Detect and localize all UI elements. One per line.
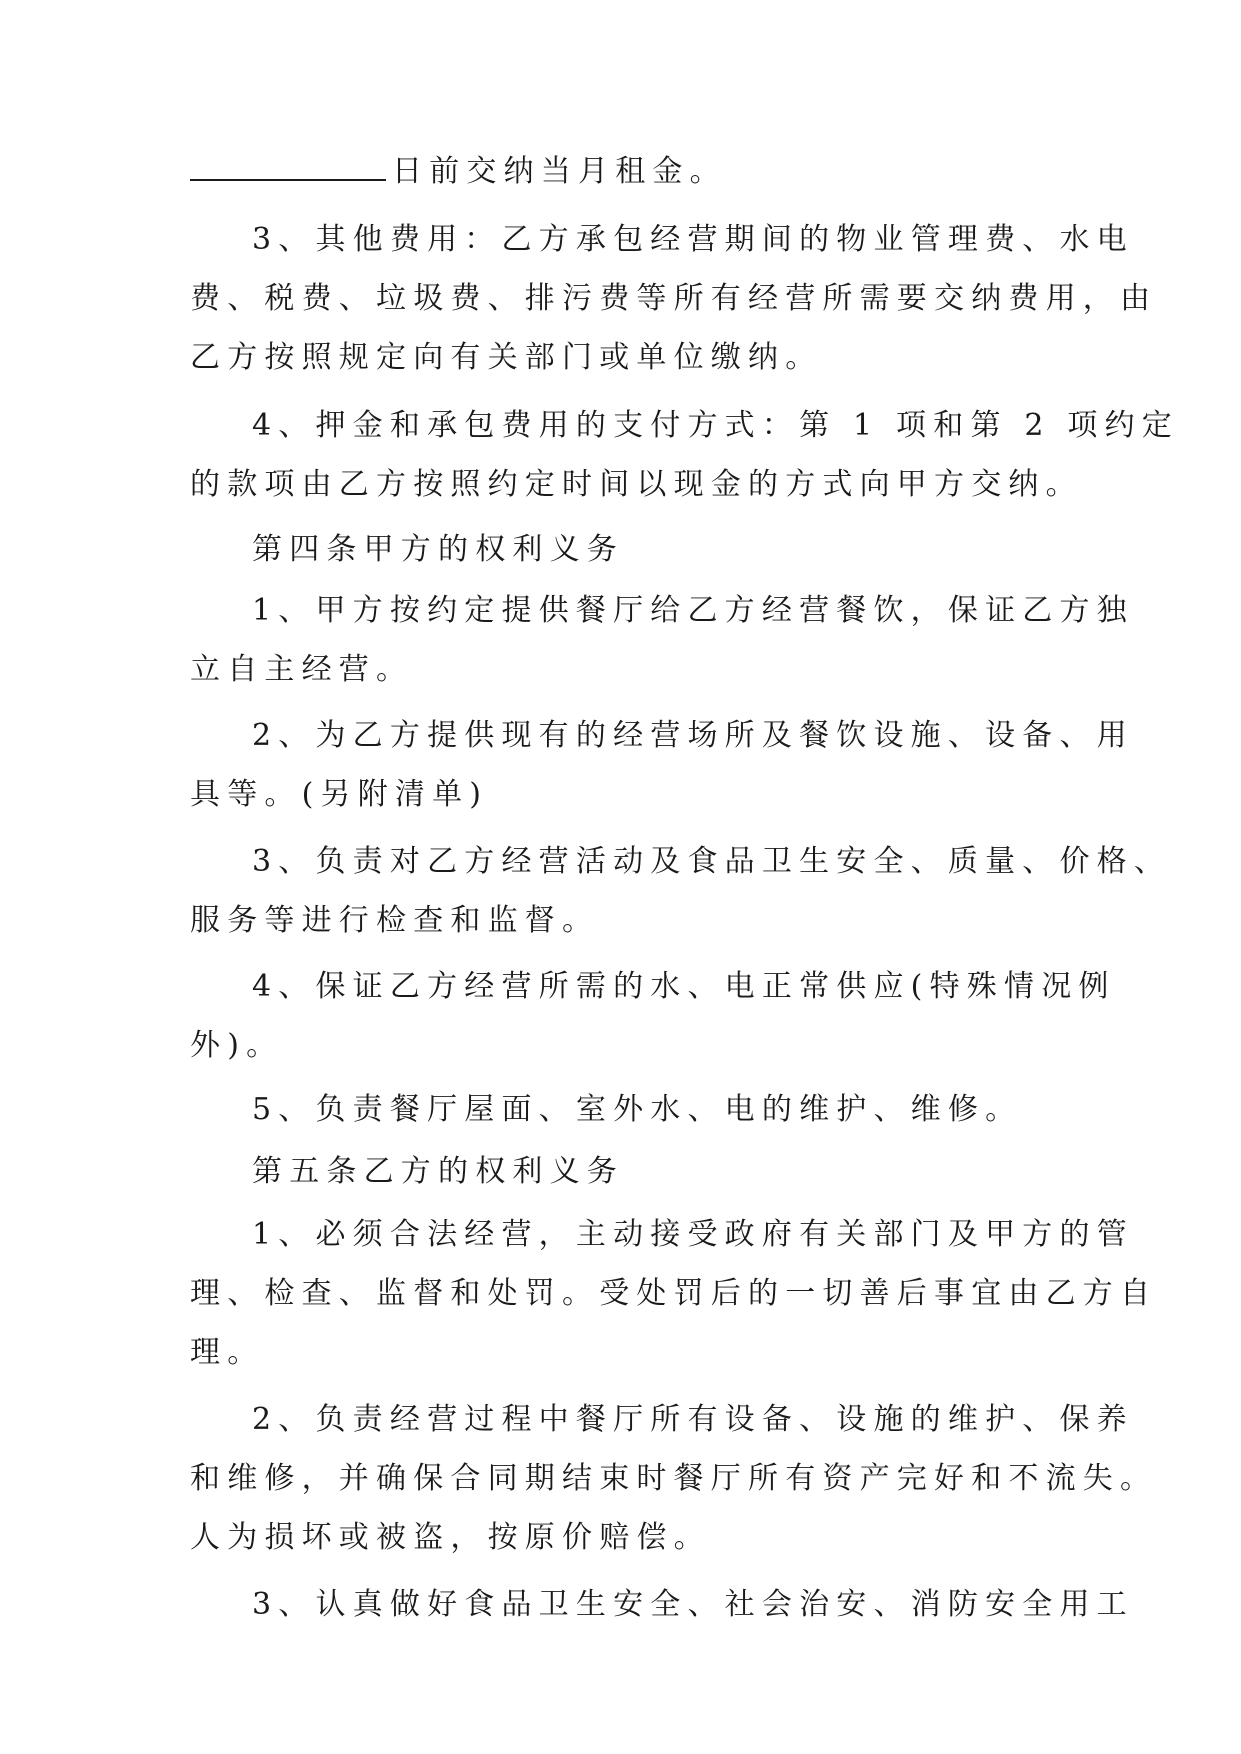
text-line-23: 人为损坏或被盗，按原价赔偿。 xyxy=(190,1520,711,1555)
text-line-16: 5、负责餐厅屋面、室外水、电的维护、维修。 xyxy=(252,1092,1023,1127)
text-line-11: 具等。(另附清单) xyxy=(190,777,489,812)
text-line-5: 4、押金和承包费用的支付方式：第 1 项和第 2 项约定 xyxy=(252,408,1180,443)
text-line-24: 3、认真做好食品卫生安全、社会治安、消防安全用工 xyxy=(252,1587,1134,1622)
text-line-21: 2、负责经营过程中餐厅所有设备、设施的维护、保养 xyxy=(252,1402,1134,1437)
text-line-18: 1、必须合法经营，主动接受政府有关部门及甲方的管 xyxy=(252,1217,1134,1252)
text-line-4: 乙方按照规定向有关部门或单位缴纳。 xyxy=(190,340,823,375)
text-line-19: 理、检查、监督和处罚。受处罚后的一切善后事宜由乙方自 xyxy=(190,1276,1158,1311)
fill-in-blank xyxy=(190,153,386,181)
text-line-6: 的款项由乙方按照约定时间以现金的方式向甲方交纳。 xyxy=(190,467,1083,502)
text-line-22: 和维修，并确保合同期结束时餐厅所有资产完好和不流失。 xyxy=(190,1461,1158,1496)
section-heading-5: 第五条乙方的权利义务 xyxy=(252,1154,624,1189)
text-line-8: 1、甲方按约定提供餐厅给乙方经营餐饮，保证乙方独 xyxy=(252,593,1134,628)
text-line-3: 费、税费、垃圾费、排污费等所有经营所需要交纳费用，由 xyxy=(190,281,1158,316)
text-line-1 xyxy=(190,152,1090,192)
text-line-2: 3、其他费用：乙方承包经营期间的物业管理费、水电 xyxy=(252,222,1134,257)
text-line-9: 立自主经营。 xyxy=(190,652,414,687)
text-line-15: 外)。 xyxy=(190,1028,284,1063)
text-line-14: 4、保证乙方经营所需的水、电正常供应(特殊情况例 xyxy=(252,969,1116,1004)
text-line-13: 服务等进行检查和监督。 xyxy=(190,903,600,938)
text-line-20: 理。 xyxy=(190,1335,265,1370)
line-text: 日前交纳当月租金。 xyxy=(392,154,727,189)
section-heading-4: 第四条甲方的权利义务 xyxy=(252,532,624,567)
text-line-12: 3、负责对乙方经营活动及食品卫生安全、质量、价格、 xyxy=(252,844,1172,879)
text-line-10: 2、为乙方提供现有的经营场所及餐饮设施、设备、用 xyxy=(252,718,1134,753)
